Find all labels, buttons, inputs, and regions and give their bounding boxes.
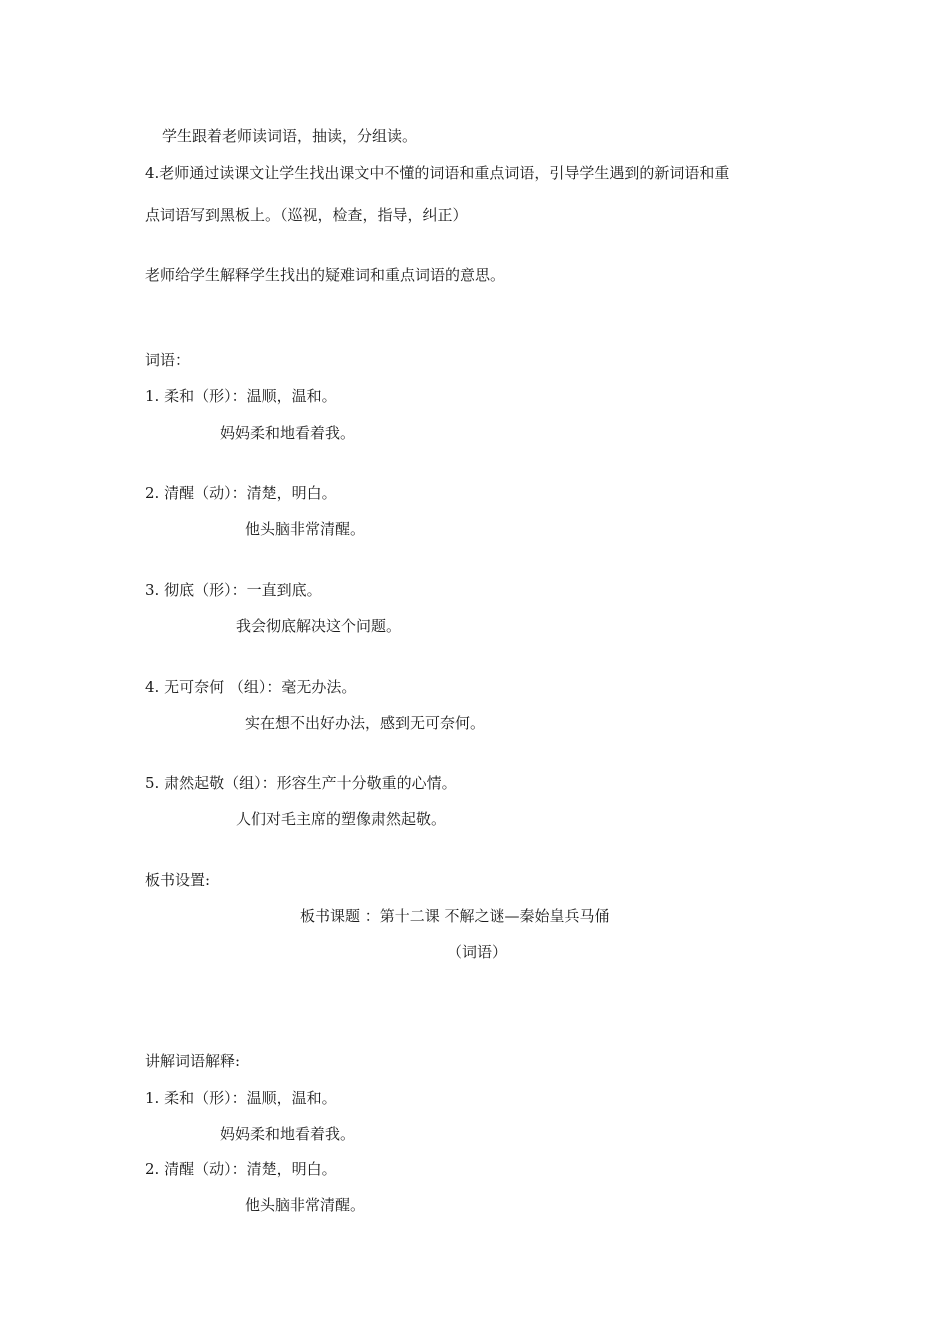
- vocab-definition: 1. 柔和（形）：温顺，温和。: [145, 387, 337, 405]
- vocab-example: 妈妈柔和地看着我。: [220, 424, 356, 442]
- vocab-definition: 4. 无可奈何 （组）：毫无办法。: [145, 678, 357, 696]
- vocab-heading: 词语：: [145, 351, 191, 369]
- board-title: 板书课题 ：第十二课 不解之谜—秦始皇兵马俑: [300, 907, 610, 925]
- vocab-example: 他头脑非常清醒。: [245, 520, 366, 538]
- step4-text-line1: 4.老师通过读课文让学生找出课文中不懂的词语和重点词语，引导学生遇到的新词语和重: [145, 164, 730, 182]
- explanation-definition: 1. 柔和（形）：温顺，温和。: [145, 1089, 337, 1107]
- vocab-example: 人们对毛主席的塑像肃然起敬。: [236, 810, 447, 828]
- explanation-heading: 讲解词语解释:: [145, 1052, 241, 1070]
- explanation-example: 他头脑非常清醒。: [245, 1196, 366, 1214]
- vocab-definition: 3. 彻底（形）：一直到底。: [145, 581, 322, 599]
- board-subtitle: （词语）: [447, 943, 508, 961]
- explanation-example: 妈妈柔和地看着我。: [220, 1125, 356, 1143]
- vocab-definition: 5. 肃然起敬（组）：形容生产十分敬重的心情。: [145, 774, 457, 792]
- vocab-example: 我会彻底解决这个问题。: [236, 617, 402, 635]
- board-heading: 板书设置:: [145, 871, 211, 889]
- vocab-definition: 2. 清醒（动）：清楚，明白。: [145, 484, 337, 502]
- follow-read-text: 学生跟着老师读词语，抽读，分组读。: [162, 127, 418, 145]
- explanation-definition: 2. 清醒（动）：清楚，明白。: [145, 1160, 337, 1178]
- vocab-example: 实在想不出好办法，感到无可奈何。: [245, 714, 486, 732]
- step4-text-line2: 点词语写到黑板上。（巡视，检查，指导，纠正）: [145, 206, 468, 224]
- explain-text: 老师给学生解释学生找出的疑难词和重点词语的意思。: [145, 266, 506, 284]
